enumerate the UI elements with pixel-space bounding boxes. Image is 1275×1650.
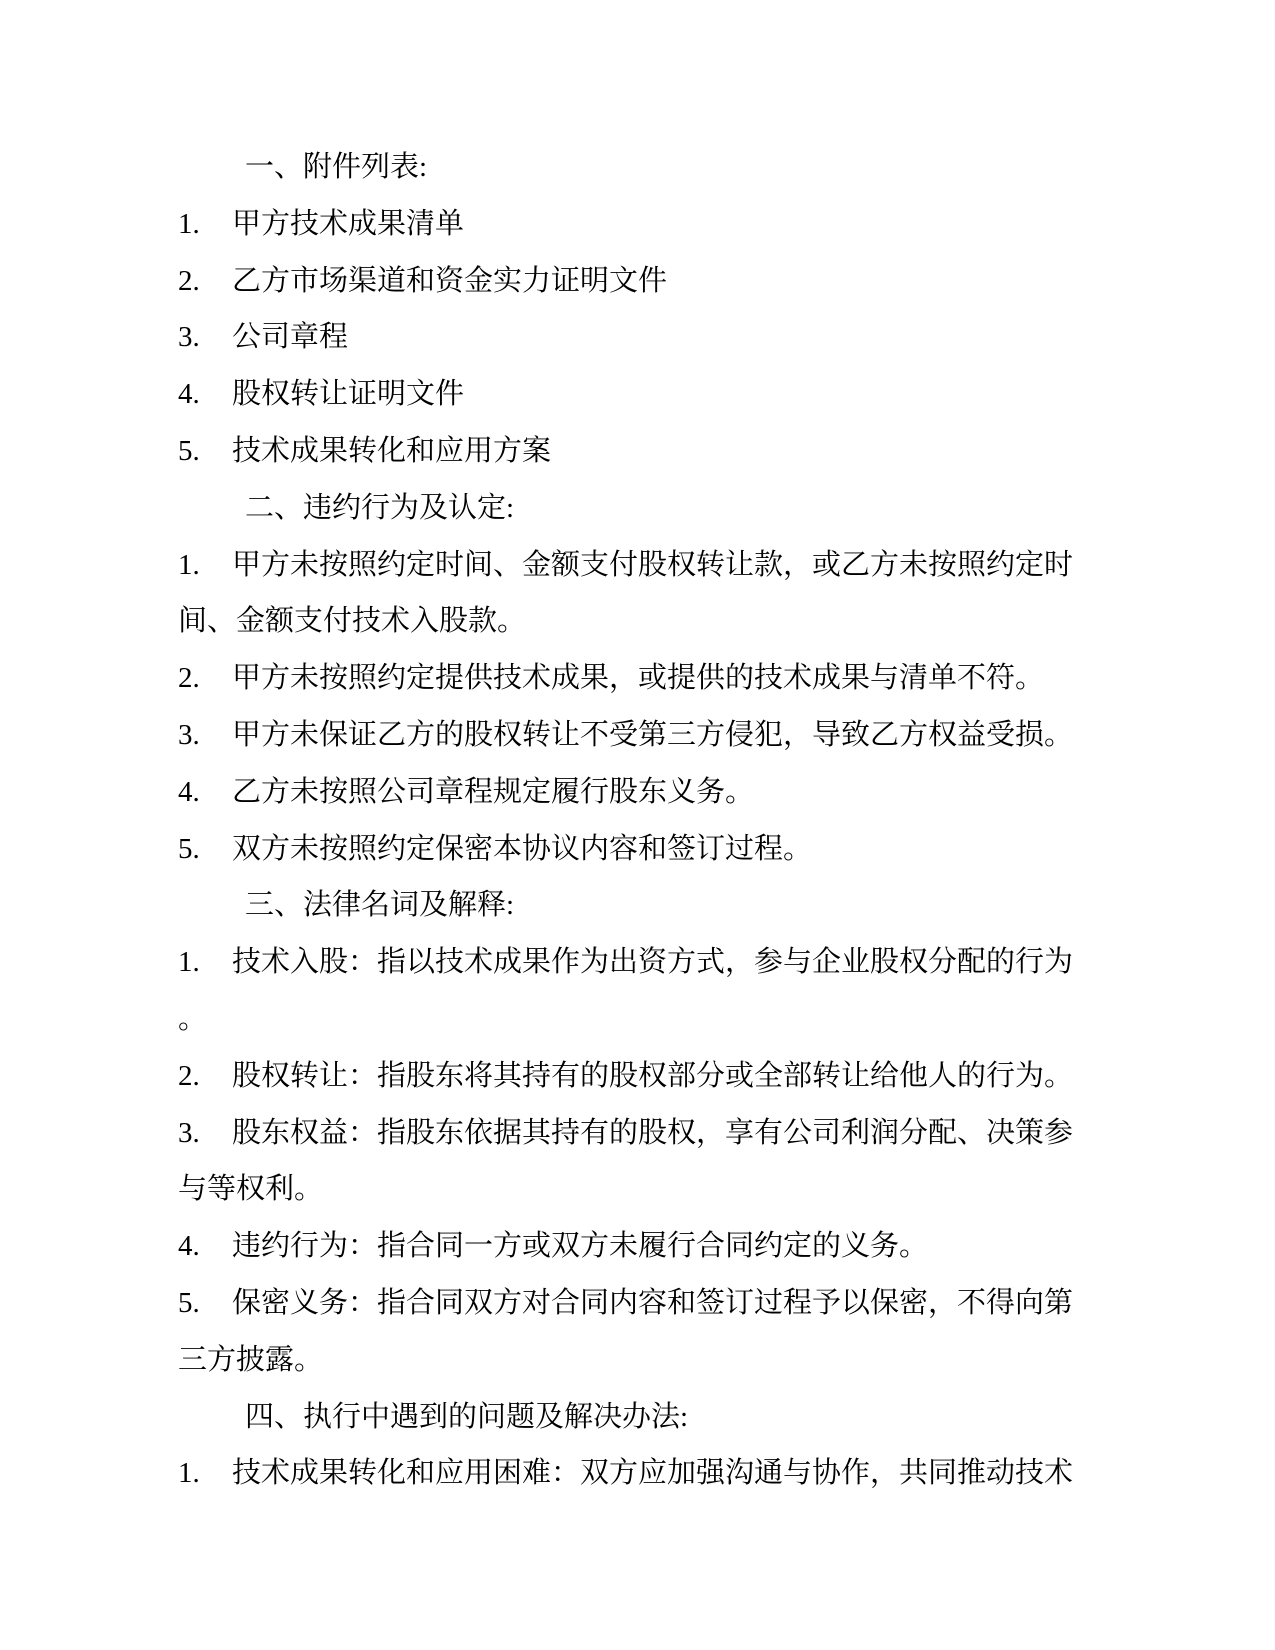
list-number: 1. [178, 548, 200, 581]
list-item-text: 甲方技术成果清单 [232, 207, 465, 240]
list-number: 3. [178, 321, 200, 354]
list-item-text: 甲方未按照约定时间、金额支付股权转让款，或乙方未按照约定时 [232, 548, 1074, 581]
list-number: 1. [178, 1457, 200, 1490]
list-item-text: 与等权利。 [178, 1173, 324, 1206]
heading-text: 二、违约行为及认定: [245, 491, 515, 524]
list-item [178, 1048, 1103, 1105]
list-item [178, 1275, 1103, 1332]
list-item-text: 间、金额支付技术入股款。 [178, 605, 527, 638]
list-number: 5. [178, 1286, 200, 1319]
list-item [178, 537, 1103, 594]
list-number: 1. [178, 946, 200, 979]
section-heading [178, 480, 1103, 537]
list-number: 5. [178, 832, 200, 865]
list-item-continuation [178, 991, 1103, 1048]
list-item-text: 技术成果转化和应用方案 [232, 434, 552, 467]
list-item-text: 乙方市场渠道和资金实力证明文件 [232, 264, 668, 297]
list-item-continuation [178, 593, 1103, 650]
list-item [178, 821, 1103, 878]
list-item [178, 1218, 1103, 1275]
list-item-text: 股权转让证明文件 [232, 378, 465, 411]
heading-text: 一、附件列表: [245, 151, 428, 183]
heading-text: 四、执行中遇到的问题及解决办法: [245, 1400, 689, 1433]
list-item [178, 309, 1103, 366]
list-item-text: 乙方未按照公司章程规定履行股东义务。 [232, 775, 755, 808]
list-item [178, 253, 1103, 310]
list-item [178, 934, 1103, 991]
list-item-text: 股东权益：指股东依据其持有的股权，享有公司利润分配、决策参 [232, 1116, 1074, 1149]
list-item-text: 股权转让：指股东将其持有的股权部分或全部转让给他人的行为。 [232, 1059, 1074, 1092]
list-number: 3. [178, 1116, 200, 1149]
section-heading [178, 139, 1103, 196]
document-body [178, 139, 1103, 1502]
list-item-text: 保密义务：指合同双方对合同内容和签订过程予以保密，不得向第 [232, 1286, 1074, 1319]
list-number: 1. [178, 207, 200, 240]
list-item [178, 423, 1103, 480]
list-item-text: 甲方未保证乙方的股权转让不受第三方侵犯，导致乙方权益受损。 [232, 718, 1074, 751]
list-item-text: 技术入股：指以技术成果作为出资方式，参与企业股权分配的行为 [232, 946, 1074, 979]
section-heading [178, 877, 1103, 934]
list-item [178, 650, 1103, 707]
list-number: 2. [178, 264, 200, 297]
list-item-continuation [178, 1332, 1103, 1389]
list-item [178, 196, 1103, 253]
list-number: 2. [178, 662, 200, 695]
list-item [178, 1105, 1103, 1162]
list-number: 5. [178, 434, 200, 467]
list-item-text: 公司章程 [232, 321, 349, 354]
list-item [178, 764, 1103, 821]
list-item-continuation [178, 1161, 1103, 1218]
list-item-text: 。 [178, 1002, 208, 1035]
list-number: 2. [178, 1059, 200, 1092]
list-item-text: 双方未按照约定保密本协议内容和签订过程。 [232, 832, 813, 865]
list-number: 4. [178, 1230, 200, 1263]
section-heading [178, 1389, 1103, 1446]
heading-text: 三、法律名词及解释: [245, 889, 515, 922]
list-item-text: 甲方未按照约定提供技术成果，或提供的技术成果与清单不符。 [232, 662, 1045, 695]
list-item [178, 366, 1103, 423]
list-item-text: 违约行为：指合同一方或双方未履行合同约定的义务。 [232, 1230, 929, 1263]
list-item-text: 技术成果转化和应用困难：双方应加强沟通与协作，共同推动技术 [232, 1457, 1074, 1490]
list-number: 3. [178, 718, 200, 751]
list-item [178, 1445, 1103, 1502]
list-number: 4. [178, 775, 200, 808]
list-item [178, 707, 1103, 764]
list-item-text: 三方披露。 [178, 1343, 324, 1376]
list-number: 4. [178, 378, 200, 411]
